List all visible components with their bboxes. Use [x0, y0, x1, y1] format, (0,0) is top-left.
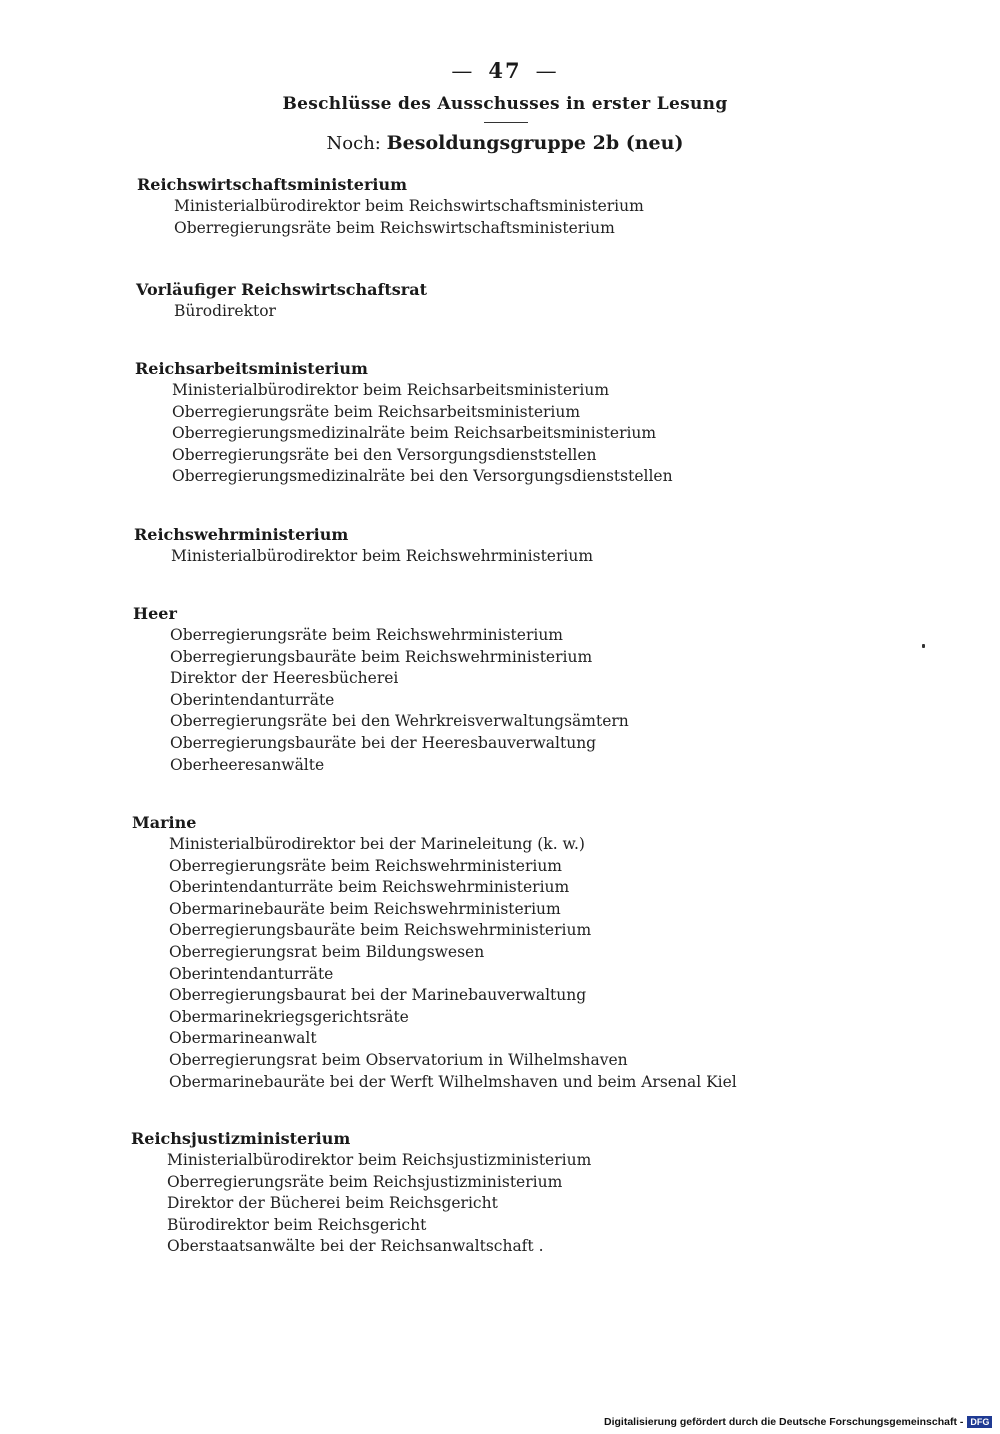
- scan-speck: [922, 644, 925, 648]
- list-item: Oberintendanturräte: [170, 690, 335, 709]
- list-item: Obermarineanwalt: [169, 1029, 317, 1048]
- list-item: Bürodirektor: [174, 302, 276, 320]
- section-heading: Reichswehrministerium: [134, 525, 349, 544]
- list-item: Oberregierungsräte beim Reichsjustizministerium: [167, 1172, 563, 1191]
- entry-list: [172, 380, 673, 488]
- list-item: Obermarinebauräte bei der Werft Wilhelmshaven und beim Arsenal Kiel: [169, 1072, 737, 1091]
- list-item: Oberregierungsräte beim Reichswirtschaftsministerium: [174, 218, 615, 237]
- entry-list: [174, 196, 644, 239]
- section-marine: [132, 812, 737, 1093]
- list-item: Direktor der Bücherei beim Reichsgericht: [167, 1194, 498, 1213]
- section-reichswirtschaftsministerium: [137, 174, 644, 239]
- list-item: Oberregierungsbauräte beim Reichswehrministerium: [169, 921, 592, 940]
- section-reichswehrministerium: [134, 524, 593, 568]
- section-heading: Reichswirtschaftsministerium: [137, 175, 408, 194]
- section-heading: Heer: [133, 604, 177, 623]
- list-item: Oberregierungsräte bei den Versorgungsdienststellen: [172, 445, 597, 464]
- list-item: Oberregierungsmedizinalräte beim Reichsarbeitsministerium: [172, 424, 657, 443]
- header-subtitle: [0, 132, 1000, 154]
- list-item: Oberstaatsanwälte bei der Reichsanwaltschaft .: [167, 1237, 544, 1256]
- list-item: Direktor der Heeresbücherei: [170, 669, 399, 688]
- list-item: Oberregierungsräte beim Reichswehrministerium: [169, 856, 563, 875]
- page-number-value: 47: [488, 58, 522, 83]
- list-item: Bürodirektor beim Reichsgericht: [167, 1215, 427, 1234]
- section-heading: Reichsarbeitsministerium: [135, 359, 368, 378]
- list-item: Oberregierungsräte bei den Wehrkreisverwaltungsämtern: [170, 712, 629, 731]
- section-heading: Reichsjustizministerium: [131, 1129, 351, 1148]
- section-heading: Marine: [132, 813, 197, 832]
- list-item: Obermarinekriegsgerichtsräte: [169, 1007, 409, 1026]
- list-item: Ministerialbürodirektor beim Reichswehrministerium: [171, 547, 594, 565]
- section-heer: [133, 603, 629, 776]
- list-item: Oberheeresanwälte: [170, 755, 325, 774]
- section-vorlaeufiger-reichswirtschaftsrat: [136, 279, 427, 323]
- section-reichsjustizministerium: [131, 1128, 591, 1258]
- list-item: Ministerialbürodirektor beim Reichsarbeitsministerium: [172, 381, 610, 399]
- section-reichsarbeitsministerium: [135, 358, 673, 488]
- list-item: Oberintendanturräte beim Reichswehrministerium: [169, 878, 570, 897]
- header-subtitle-prefix: Noch:: [326, 133, 381, 154]
- list-item: Ministerialbürodirektor beim Reichswirtschaftsministerium: [174, 197, 644, 215]
- entry-list: [171, 546, 593, 568]
- list-item: Ministerialbürodirektor bei der Marineleitung (k. w.): [169, 835, 585, 853]
- header-title: Beschlüsse des Ausschusses in erster Lesung: [282, 94, 728, 114]
- page-number: [0, 58, 1000, 83]
- dfg-logo-icon: DFG: [967, 1416, 992, 1428]
- footer-credit: [604, 1416, 992, 1428]
- list-item: Obermarinebauräte beim Reichswehrministerium: [169, 899, 561, 918]
- list-item: Oberregierungsbauräte bei der Heeresbauverwaltung: [170, 733, 597, 752]
- entry-list: [174, 301, 427, 323]
- header-divider: [484, 122, 528, 123]
- list-item: Oberregierungsrat beim Bildungswesen: [169, 942, 485, 961]
- list-item: Ministerialbürodirektor beim Reichsjustizministerium: [167, 1151, 592, 1169]
- entry-list: [167, 1150, 591, 1258]
- dash-left: —: [451, 59, 475, 83]
- dash-right: —: [535, 59, 559, 83]
- list-item: Oberregierungsräte beim Reichswehrministerium: [170, 626, 564, 644]
- footer-text: Digitalisierung gefördert durch die Deutsche Forschungsgemeinschaft -: [604, 1416, 964, 1428]
- entry-list: [170, 625, 629, 776]
- list-item: Oberintendanturräte: [169, 964, 334, 983]
- list-item: Oberregierungsrat beim Observatorium in Wilhelmshaven: [169, 1050, 628, 1069]
- list-item: Oberregierungsräte beim Reichsarbeitsministerium: [172, 402, 581, 421]
- list-item: Oberregierungsbauräte beim Reichswehrministerium: [170, 647, 593, 666]
- list-item: Oberregierungsbaurat bei der Marinebauverwaltung: [169, 986, 587, 1005]
- header-subtitle-group: Besoldungsgruppe 2b (neu): [386, 132, 684, 154]
- list-item: Oberregierungsmedizinalräte bei den Versorgungsdienststellen: [172, 467, 673, 486]
- entry-list: [169, 834, 737, 1093]
- section-heading: Vorläufiger Reichswirtschaftsrat: [136, 280, 427, 299]
